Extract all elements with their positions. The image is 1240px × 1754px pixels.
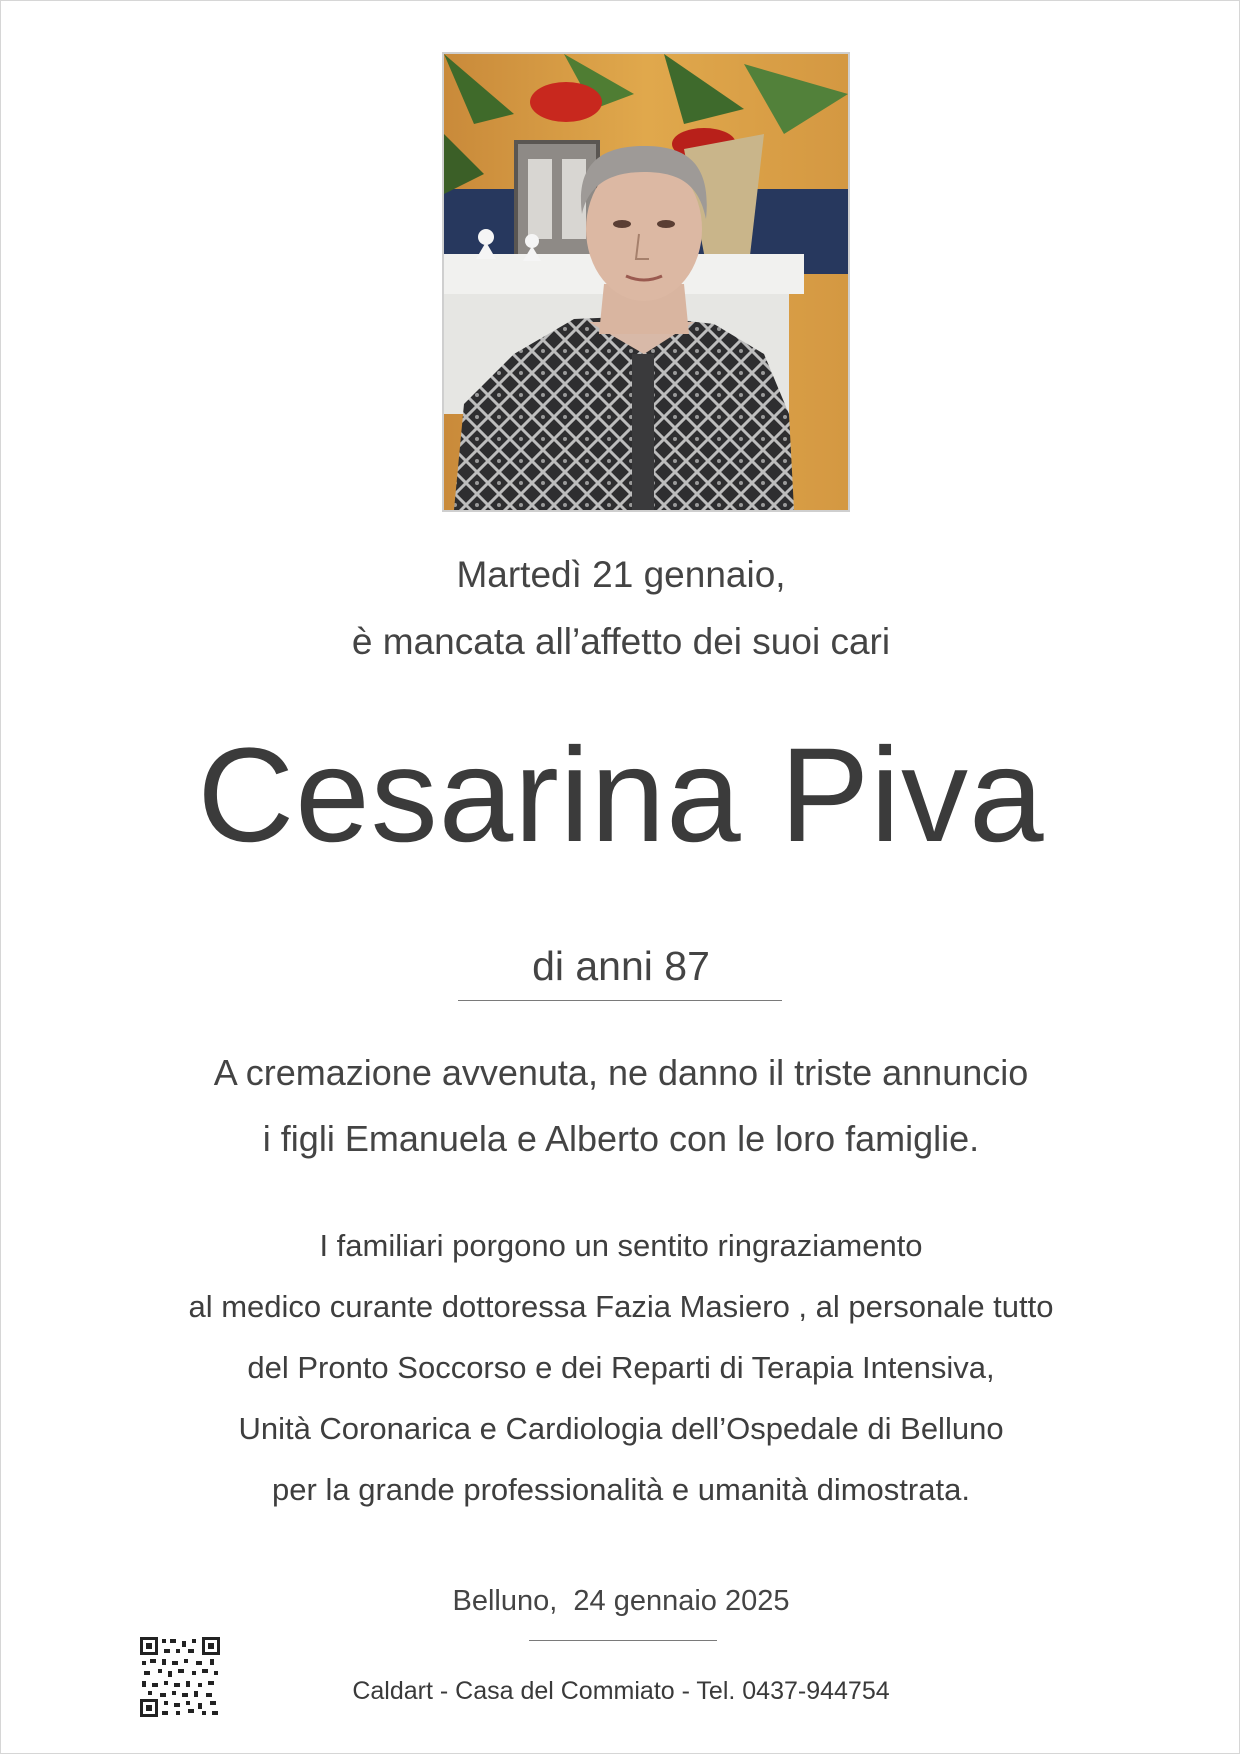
portrait-photo bbox=[442, 52, 850, 512]
thanks-message bbox=[1, 1215, 1240, 1520]
deceased-age: di anni 87 bbox=[532, 943, 710, 989]
place-date bbox=[1, 1579, 1240, 1623]
deceased-name: Cesarina Piva bbox=[197, 721, 1045, 870]
announcement-line: A cremazione avvenuta, ne danno il triste annuncio bbox=[213, 1052, 1029, 1093]
thanks-line: I familiari porgono un sentito ringraziamento bbox=[319, 1228, 923, 1263]
death-notice-intro bbox=[1, 541, 1240, 675]
announcement-line: i figli Emanuela e Alberto con le loro famiglie. bbox=[262, 1118, 980, 1159]
thanks-line: per la grande professionalità e umanità dimostrata. bbox=[272, 1472, 970, 1507]
funeral-home-footer: Caldart - Casa del Commiato - Tel. 0437-944754 bbox=[352, 1677, 890, 1705]
intro-text: è mancata all’affetto dei suoi cari bbox=[351, 621, 891, 662]
thanks-line: del Pronto Soccorso e dei Reparti di Terapia Intensiva, bbox=[247, 1350, 995, 1385]
thanks-line: Unità Coronarica e Cardiologia dell’Ospedale di Belluno bbox=[238, 1411, 1004, 1446]
thanks-line: al medico curante dottoressa Fazia Masiero , al personale tutto bbox=[188, 1289, 1054, 1324]
age-divider bbox=[458, 1000, 782, 1001]
intro-date: Martedì 21 gennaio, bbox=[456, 554, 786, 595]
date-divider bbox=[529, 1640, 717, 1641]
place-date-text: Belluno, 24 gennaio 2025 bbox=[452, 1585, 790, 1617]
announcement bbox=[1, 1040, 1240, 1172]
